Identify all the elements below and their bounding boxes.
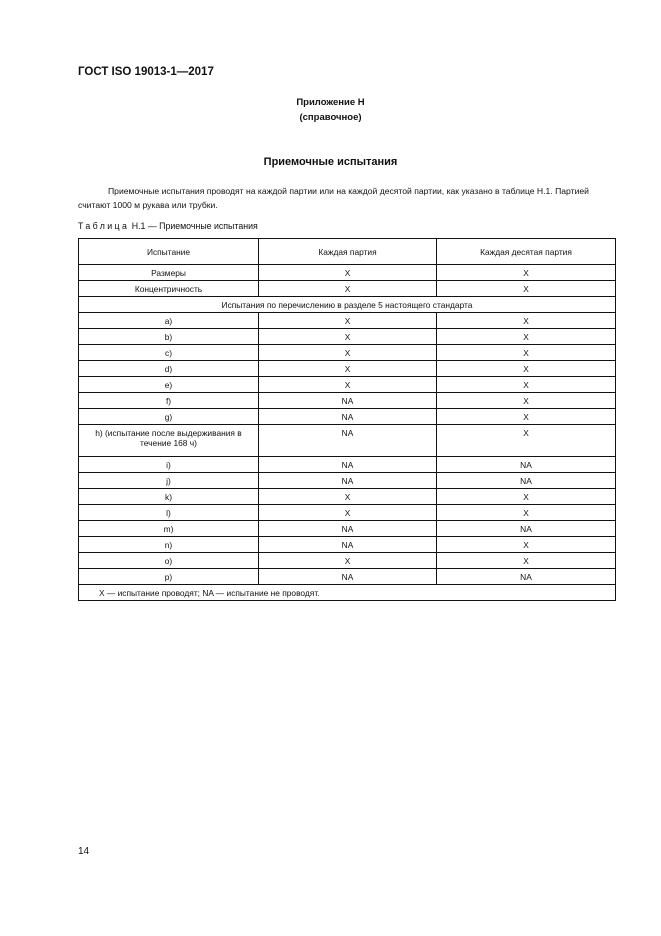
table-row xyxy=(79,281,616,297)
table-row xyxy=(79,361,616,377)
table-row xyxy=(79,521,616,537)
table-row xyxy=(79,569,616,585)
cell-each-batch: X xyxy=(259,489,437,505)
cell-test: e) xyxy=(79,377,259,393)
cell-each-batch: X xyxy=(259,361,437,377)
header-each-batch: Каждая партия xyxy=(259,239,437,265)
cell-test: b) xyxy=(79,329,259,345)
cell-each-batch: NA xyxy=(259,473,437,489)
cell-test: n) xyxy=(79,537,259,553)
table-header-row xyxy=(79,239,616,265)
table-row xyxy=(79,553,616,569)
cell-test: Размеры xyxy=(79,265,259,281)
table-caption xyxy=(78,221,258,231)
cell-test: p) xyxy=(79,569,259,585)
cell-each-batch: X xyxy=(259,265,437,281)
cell-test: h) (испытание после выдерживания в течение 168 ч) xyxy=(79,425,259,457)
cell-test: i) xyxy=(79,457,259,473)
table-row xyxy=(79,489,616,505)
cell-test: d) xyxy=(79,361,259,377)
table-row xyxy=(79,425,616,457)
cell-each-tenth-batch: X xyxy=(437,409,616,425)
table-footnote: X — испытание проводят; NA — испытание не проводят. xyxy=(79,585,616,601)
cell-each-batch: X xyxy=(259,329,437,345)
cell-test: g) xyxy=(79,409,259,425)
table-caption-text: Н.1 — Приемочные испытания xyxy=(129,221,258,231)
cell-test: k) xyxy=(79,489,259,505)
cell-each-batch: NA xyxy=(259,521,437,537)
cell-each-batch: NA xyxy=(259,393,437,409)
table-row xyxy=(79,473,616,489)
cell-test: o) xyxy=(79,553,259,569)
header-test: Испытание xyxy=(79,239,259,265)
intro-paragraph: Приемочные испытания проводят на каждой партии или на каждой десятой партии, как указано в таблице Н.1. Партией считают 1000 м рукава или трубки. xyxy=(78,186,589,210)
cell-each-batch: NA xyxy=(259,569,437,585)
cell-each-tenth-batch: X xyxy=(437,537,616,553)
cell-each-tenth-batch: X xyxy=(437,361,616,377)
appendix-heading xyxy=(0,95,661,125)
cell-each-batch: X xyxy=(259,281,437,297)
table-row xyxy=(79,537,616,553)
table-caption-prefix: Таблица xyxy=(78,221,130,231)
cell-each-tenth-batch: X xyxy=(437,489,616,505)
cell-each-tenth-batch: X xyxy=(437,313,616,329)
cell-test: f) xyxy=(79,393,259,409)
table-row xyxy=(79,505,616,521)
cell-each-tenth-batch: NA xyxy=(437,521,616,537)
cell-each-batch: NA xyxy=(259,457,437,473)
cell-each-tenth-batch: X xyxy=(437,329,616,345)
cell-each-tenth-batch: X xyxy=(437,377,616,393)
cell-each-batch: NA xyxy=(259,537,437,553)
cell-each-tenth-batch: X xyxy=(437,425,616,457)
document-code: ГОСТ ISO 19013-1—2017 xyxy=(78,66,214,78)
cell-test: Концентричность xyxy=(79,281,259,297)
cell-each-tenth-batch: NA xyxy=(437,473,616,489)
cell-each-tenth-batch: X xyxy=(437,281,616,297)
table-row xyxy=(79,393,616,409)
table-row xyxy=(79,329,616,345)
cell-each-batch: NA xyxy=(259,425,437,457)
table-row xyxy=(79,377,616,393)
cell-each-tenth-batch: X xyxy=(437,345,616,361)
cell-each-tenth-batch: X xyxy=(437,553,616,569)
table-row xyxy=(79,313,616,329)
table-footnote-row xyxy=(79,585,616,601)
cell-test: c) xyxy=(79,345,259,361)
span-row-cell: Испытания по перечислению в разделе 5 настоящего стандарта xyxy=(79,297,616,313)
cell-each-tenth-batch: X xyxy=(437,505,616,521)
appendix-title: Приложение Н xyxy=(296,97,365,108)
section-title: Приемочные испытания xyxy=(263,156,398,168)
cell-each-tenth-batch: NA xyxy=(437,457,616,473)
table-row xyxy=(79,265,616,281)
cell-each-tenth-batch: NA xyxy=(437,569,616,585)
cell-test: l) xyxy=(79,505,259,521)
page-number: 14 xyxy=(78,846,90,857)
acceptance-tests-table xyxy=(78,238,616,601)
cell-each-batch: NA xyxy=(259,409,437,425)
cell-test: a) xyxy=(79,313,259,329)
cell-each-batch: X xyxy=(259,505,437,521)
header-each-tenth-batch: Каждая десятая партия xyxy=(437,239,616,265)
table-span-row xyxy=(79,297,616,313)
cell-each-tenth-batch: X xyxy=(437,265,616,281)
table-row xyxy=(79,345,616,361)
cell-each-batch: X xyxy=(259,345,437,361)
cell-each-batch: X xyxy=(259,377,437,393)
cell-test: m) xyxy=(79,521,259,537)
table-row xyxy=(79,409,616,425)
cell-each-batch: X xyxy=(259,313,437,329)
cell-each-tenth-batch: X xyxy=(437,393,616,409)
cell-each-batch: X xyxy=(259,553,437,569)
table-row xyxy=(79,457,616,473)
cell-test: j) xyxy=(79,473,259,489)
appendix-subtitle: (справочное) xyxy=(299,112,362,123)
